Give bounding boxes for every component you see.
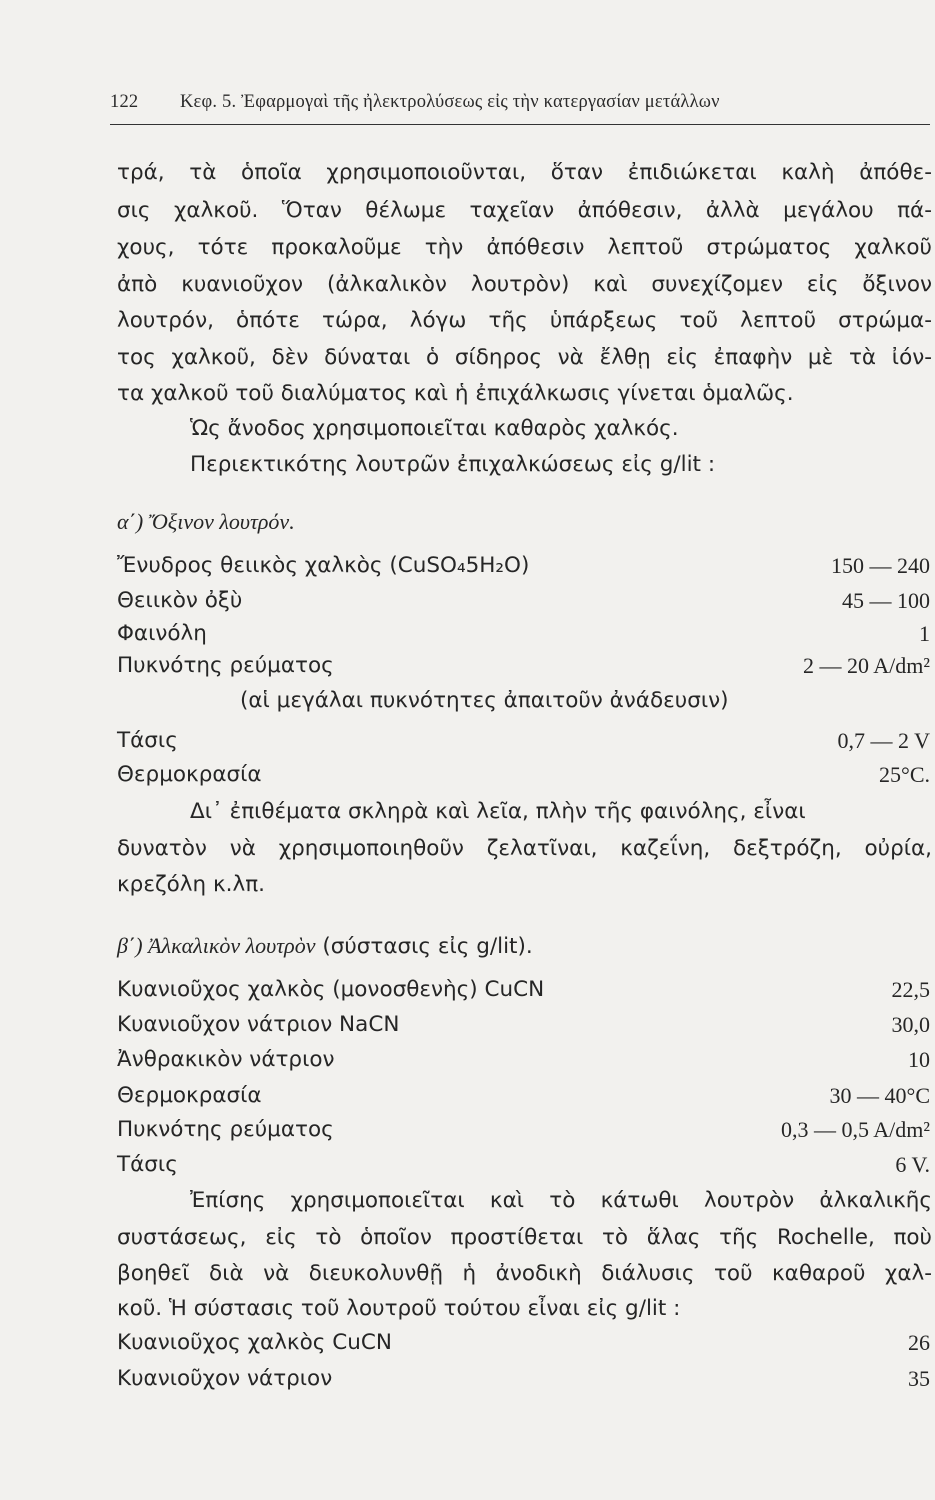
paragraph-line: κοῦ. Ἡ σύστασις τοῦ λουτροῦ τούτου εἶναι εἰς g/lit : (117, 1296, 681, 1321)
composition-value: 45 — 100 (842, 588, 930, 613)
composition-label: Πυκνότης ρεύματος (117, 653, 334, 678)
composition-label: Ἀνθρακικὸν νάτριον (117, 1047, 335, 1072)
composition-value: 0,7 — 2 V (837, 728, 930, 753)
current-density-note: (αἱ μεγάλαι πυκνότητες ἀπαιτοῦν ἀνάδευσιν) (240, 688, 729, 713)
page-number: 122 (110, 92, 139, 112)
header-rule (110, 124, 930, 125)
composition-value: 150 — 240 (831, 553, 930, 578)
composition-label: Τάσις (117, 728, 178, 753)
composition-value: 1 (919, 621, 930, 646)
alkaline-bath-unit: (σύστασις εἰς g/lit). (315, 934, 533, 959)
paragraph-line: τα χαλκοῦ τοῦ διαλύματος καὶ ἡ ἐπιχάλκωσις γίνεται ὁμαλῶς. (117, 381, 794, 406)
alkaline-bath-title: β΄) Ἀλκαλικὸν λουτρὸν (117, 933, 316, 958)
paragraph-line: Ἐπίσης χρησιμοποιεῖται καὶ τὸ κάτωθι λουτρὸν ἀλκαλικῆς (190, 1188, 932, 1213)
paragraph-line: σις χαλκοῦ. Ὅταν θέλωμε ταχεῖαν ἀπόθεσιν, ἀλλὰ μεγάλου πά- (117, 198, 932, 223)
alkaline-bath-heading (117, 931, 932, 962)
composition-value: 30 — 40°C (829, 1083, 930, 1108)
running-header (110, 92, 930, 113)
paragraph-line: δυνατὸν νὰ χρησιμοποιηθοῦν ζελατῖναι, καζεΐνη, δεξτρόζη, οὐρία, (117, 836, 932, 861)
composition-label: Πυκνότης ρεύματος (117, 1117, 334, 1142)
composition-value: 6 V. (895, 1152, 930, 1177)
running-title: Κεφ. 5. Ἐφαρμογαὶ τῆς ἠλεκτρολύσεως εἰς τὴν κατεργασίαν μετάλλων (180, 92, 720, 112)
paragraph-line: τος χαλκοῦ, δὲν δύναται ὁ σίδηρος νὰ ἔλθῃ εἰς ἐπαφὴν μὲ τὰ ἰόν- (117, 345, 932, 370)
composition-value: 35 (908, 1366, 930, 1391)
paragraph-line: βοηθεῖ διὰ νὰ διευκολυνθῇ ἡ ἀνοδικὴ διάλυσις τοῦ καθαροῦ χαλ- (117, 1261, 932, 1286)
composition-value: 26 (908, 1330, 930, 1355)
anode-sentence: Ὡς ἄνοδος χρησιμοποιεῖται καθαρὸς χαλκός. (190, 416, 679, 441)
paragraph-line: ἀπὸ κυανιοῦχον (ἀλκαλικὸν λουτρὸν) καὶ συνεχίζομεν εἰς ὄξινον (117, 272, 932, 297)
composition-value: 22,5 (891, 977, 930, 1002)
composition-label: Ἔνυδρος θειικὸς χαλκὸς (CuSO₄5H₂O) (117, 553, 530, 578)
composition-value: 10 (908, 1047, 930, 1072)
paragraph-line: συστάσεως, εἰς τὸ ὁποῖον προστίθεται τὸ ἅλας τῆς Rochelle, ποὺ (117, 1225, 932, 1250)
paragraph-line: λουτρόν, ὁπότε τώρα, λόγω τῆς ὑπάρξεως τοῦ λεπτοῦ στρώμα- (117, 308, 932, 333)
composition-label: Κυανιοῦχον νάτριον (117, 1366, 333, 1391)
paragraph-line: χους, τότε προκαλοῦμε τὴν ἀπόθεσιν λεπτοῦ στρώματος χαλκοῦ (117, 235, 932, 260)
paragraph-line: τρά, τὰ ὁποῖα χρησιμοποιοῦνται, ὅταν ἐπιδιώκεται καλὴ ἀπόθε- (117, 160, 932, 185)
paragraph-line: κρεζόλη κ.λπ. (117, 872, 265, 897)
acid-bath-heading: α΄) Ὄξινον λουτρόν. (117, 509, 295, 534)
composition-label: Τάσις (117, 1152, 178, 1177)
composition-label: Κυανιοῦχον νάτριον NaCN (117, 1012, 400, 1037)
composition-label: Φαινόλη (117, 621, 207, 646)
composition-value: 25°C. (879, 762, 930, 787)
composition-value: 2 — 20 A/dm² (803, 653, 930, 678)
composition-label: Θερμοκρασία (117, 1083, 262, 1108)
composition-label: Κυανιοῦχος χαλκὸς (μονοσθενὴς) CuCN (117, 977, 545, 1002)
paragraph-line: Δι᾿ ἐπιθέματα σκληρὰ καὶ λεῖα, πλὴν τῆς φαινόλης, εἶναι (190, 799, 806, 824)
composition-label: Θερμοκρασία (117, 762, 262, 787)
composition-value: 30,0 (891, 1012, 930, 1037)
composition-value: 0,3 — 0,5 A/dm² (781, 1117, 930, 1142)
composition-label: Θειικὸν ὀξὺ (117, 588, 243, 613)
bath-content-heading: Περιεκτικότης λουτρῶν ἐπιχαλκώσεως εἰς g/lit : (190, 452, 716, 477)
composition-label: Κυανιοῦχος χαλκὸς CuCN (117, 1330, 392, 1355)
